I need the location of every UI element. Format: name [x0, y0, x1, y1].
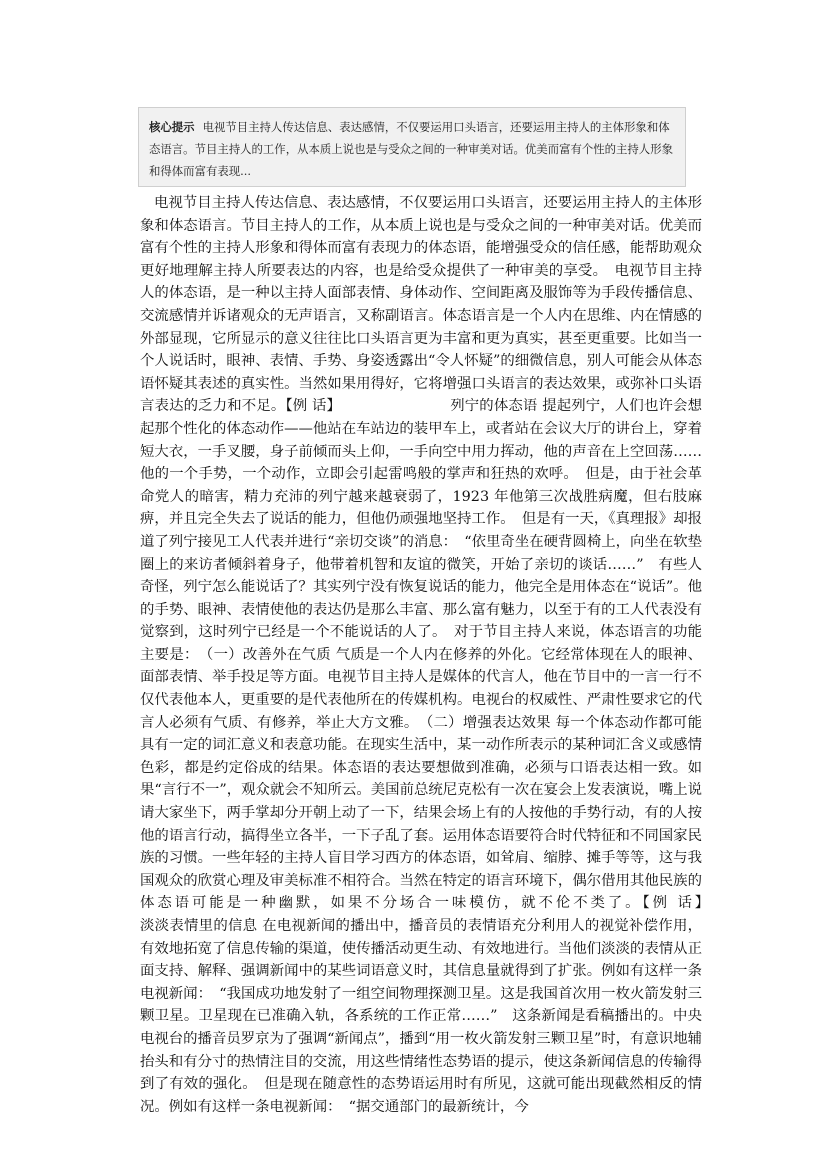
article-text: 电视节目主持人传达信息、表达感情，不仅要运用口头语言，还要运用主持人的主体形象和体态语言。节目主持人的工作，从本质上说也是与受众之间的一种审美对话。优美而富有个性的主持人形象和得体而富有表现力的体态语，能增强受众的信任感，能帮助观众更好地理解主持人所要表达的内容，也是给受众提供了一种审美的享受。 电视节目主持人的体态语，是一种以主持人面部表情、身体动作、空间距离及服饰等为手段传播信息、交流感情并诉诸观众的无声语言，又称副语言。体态语言是一个人内在思维、内在情感的外部显现，它所显示的意义往往比口头语言更为丰富和更为真实，甚至更重要。比如当一个人说话时，眼神、表情、手势、身姿透露出“令人怀疑”的细微信息，别人可能会从体态语怀疑其表述的真实性。当然如果用得好，它将增强口头语言的表达效果，或弥补口头语言表达的乏力和不足。【例 话】 列宁的体态语 提起列宁，人们也许会想起那个性化的体态动作——他站在车站边的装甲车上，或者站在会议大厅的讲台上，穿着短大衣，一手叉腰，身子前倾而头上仰，一手向空中用力挥动，他的声音在上空回荡……他的一个手势，一个动作，立即会引起雷鸣般的掌声和狂热的欢呼。 但是，由于社会革命党人的暗害，精力充沛的列宁越来越衰弱了，1923 年他第三次战胜病魔，但右肢麻痹，并且完全失去了说话的能力，但他仍顽强地坚持工作。 但是有一天，《真理报》却报道了列宁接见工人代表并进行“亲切交谈”的消息： “依里奇坐在硬背圆椅上，向坐在软垫圈上的来访者倾斜着身子，他带着机智和友谊的微笑，开始了亲切的谈话……” 有些人奇怪，列宁怎么能说话了？其实列宁没有恢复说话的能力，他完全是用体态在“说话”。他的手势、眼神、表情使他的表达仍是那么丰富、那么富有魅力，以至于有的工人代表没有觉察到，这时列宁已经是一个不能说话的人了。 对于节目主持人来说，体态语言的功能主要是： （一）改善外在气质 气质是一个人内在修养的外化。它经常体现在人的眼神、面部表情、举手投足等方面。电视节目主持人是媒体的代言人，他在节目中的一言一行不仅代表他本人，更重要的是代表他所在的传媒机构。电视台的权威性、严肃性要求它的代言人必须有气质、有修养，举止大方文雅。 （二）增强表达效果 每一个体态动作都可能具有一定的词汇意义和表意功能。在现实生活中，某一动作所表示的某种词汇含义或感情色彩，都是约定俗成的结果。体态语的表达要想做到准确，必须与口语表达相一致。如果“言行不一”，观众就会不知所云。美国前总统尼克松有一次在宴会上发表演说，嘴上说请大家坐下，两手掌却分开朝上动了一下，结果会场上有的人按他的手势行动，有的人按他的语言行动，搞得坐立各半，一下子乱了套。运用体态语要符合时代特征和不同国家民族的习惯。一些年轻的主持人盲目学习西方的体态语，如耸肩、缩脖、摊手等等，这与我国观众的欣赏心理及审美标准不相符合。当然在特定的语言环境下，偶尔借用其他民族的体态语可能是一种幽默，如果不分场合一味模仿，就不伦不类了。【例 话】 淡淡表情里的信息 在电视新闻的播出中，播音员的表情语充分利用人的视觉补偿作用，有效地拓宽了信息传输的渠道，使传播活动更生动、有效地进行。当他们淡淡的表情从正面支持、解释、强调新闻中的某些词语意义时，其信息量就得到了扩张。例如有这样一条电视新闻： “我国成功地发射了一组空间物理探测卫星。这是我国首次用一枚火箭发射三颗卫星。卫星现在已准确入轨，各系统的工作正常……” 这条新闻是看稿播出的。中央电视台的播音员罗京为了强调“新闻点”，播到“用一枚火箭发射三颗卫星”时，有意识地辅抬头和有分寸的热情注目的交流，用这些情绪性态势语的提示，使这条新闻信息的传输得到了有效的强化。 但是现在随意性的态势语运用时有所见，这就可能出现截然相反的情况。例如有这样一条电视新闻： “据交通部门的最新统计，今 [140, 195, 702, 1115]
summary-label: 核心提示 [149, 120, 195, 134]
summary-text: 电视节目主持人传达信息、表达感情，不仅要运用口头语言，还要运用主持人的主体形象和体态语言。节目主持人的工作，从本质上说也是与受众之间的一种审美对话。优美而富有个性的主持人形象和得体而富有表现... [149, 120, 673, 178]
article-body [140, 192, 702, 1152]
summary-box [138, 107, 686, 187]
